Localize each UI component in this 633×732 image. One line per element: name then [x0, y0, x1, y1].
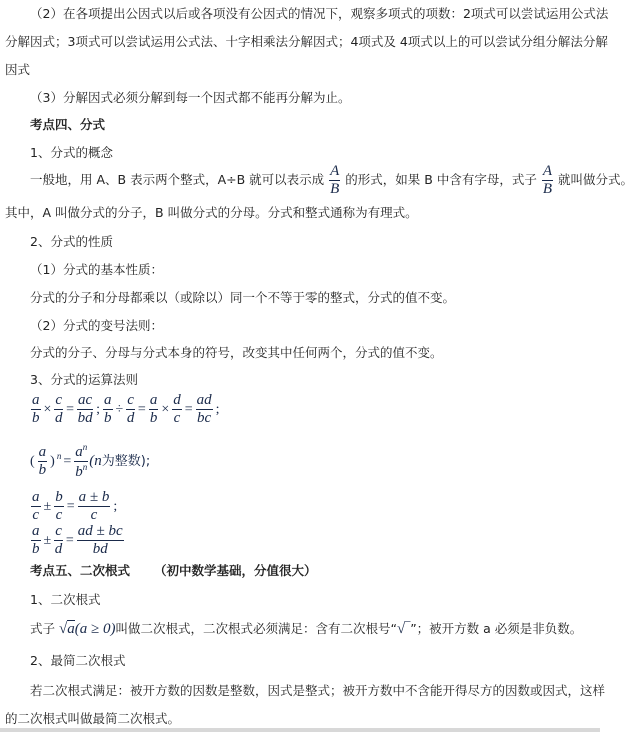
denominator: d	[54, 541, 63, 557]
denominator: c	[90, 507, 98, 523]
math-operator: ;	[113, 498, 118, 514]
denominator: B	[542, 181, 552, 197]
fraction	[31, 524, 41, 557]
math-operator: ÷	[115, 401, 124, 417]
numerator: d	[173, 392, 181, 408]
numerator: a	[32, 523, 40, 539]
fraction	[78, 490, 111, 523]
text: 就叫做分式。	[557, 172, 633, 187]
math-operator: =	[184, 401, 193, 417]
paragraph-line: 分式的分子和分母都乘以（或除以）同一个不等于零的整式，分式的值不变。	[30, 290, 456, 305]
numerator: a	[149, 392, 158, 408]
numerator: a	[104, 392, 112, 408]
fraction	[54, 393, 63, 426]
math-operator: ±	[43, 532, 52, 548]
math-operator: =	[63, 453, 72, 469]
denominator: bd	[77, 410, 93, 426]
numerator: a ± b	[78, 489, 110, 505]
numerator: ad ± bc	[77, 523, 123, 539]
formula-same-denominator	[30, 490, 119, 523]
math-text: 考点五、二次根式	[30, 563, 131, 578]
math-text: n	[82, 442, 88, 452]
math-text: a	[67, 621, 75, 637]
denominator: b	[104, 410, 112, 426]
math-operator: ;	[215, 401, 220, 417]
subheading: 3、分式的运算法则	[30, 372, 138, 387]
numerator: b	[55, 489, 63, 505]
paragraph-line: 分式的分子、分母与分式本身的符号，改变其中任何两个，分式的值不变。	[30, 345, 443, 360]
math-text: 叫做二次根式，二次根式必须满足：含有二次根号“	[115, 621, 397, 636]
math-operator: ×	[43, 401, 52, 417]
fraction-a-over-b	[542, 164, 553, 197]
math-text: n	[56, 450, 62, 461]
math-text: (n	[89, 452, 102, 469]
section-heading	[30, 561, 317, 579]
math-text: n	[82, 462, 88, 472]
math-operator: =	[66, 498, 75, 514]
paragraph-line: 若二次根式满足：被开方数的因数是整数，因式是整式；被开方数中不含能开得尽方的因数或因式，这样	[30, 683, 606, 698]
denominator: b	[32, 410, 40, 426]
fraction	[54, 524, 63, 557]
definition-line	[30, 164, 633, 197]
fraction	[172, 393, 182, 426]
fraction	[103, 393, 113, 426]
text: 一般地，用 A、B 表示两个整式，A÷B 就可以表示成	[30, 172, 325, 187]
section-heading: 考点四、分式	[30, 117, 106, 132]
denominator: c	[173, 410, 181, 426]
sqrt-symbol: √‾	[396, 621, 411, 637]
denominator: bc	[197, 410, 212, 426]
denominator: c	[55, 507, 63, 523]
math-operator: =	[65, 532, 74, 548]
math-operator: (	[30, 453, 35, 469]
fraction	[31, 490, 41, 523]
math-operator: =	[137, 401, 146, 417]
sqrt-expression	[59, 620, 115, 637]
text: 的形式，如果 B 中含有字母，式子	[345, 172, 537, 187]
fraction	[54, 490, 64, 523]
numerator: c	[55, 392, 63, 408]
formula-power	[28, 443, 150, 480]
bottom-border	[0, 728, 600, 732]
denominator: c	[32, 507, 40, 523]
denominator: d	[54, 410, 63, 426]
paragraph-line: 因式	[5, 62, 31, 77]
formula-multiply-divide	[30, 393, 222, 426]
denominator: b	[32, 541, 40, 557]
numerator: $a^n$	[75, 442, 88, 460]
numerator: ad	[196, 392, 212, 408]
fraction	[38, 445, 48, 478]
paragraph-line: （3）分解因式必须分解到每一个因式都不能再分解为止。	[30, 90, 351, 105]
fraction	[149, 393, 159, 426]
subheading: 1、分式的概念	[30, 145, 113, 160]
numerator: A	[542, 163, 552, 179]
fraction	[31, 393, 41, 426]
fraction	[77, 393, 93, 426]
heading-note: （初中数学基础，分值很大）	[154, 563, 317, 578]
denominator: B	[330, 181, 340, 197]
paragraph-line: 其中，A 叫做分式的分子，B 叫做分式的分母。分式和整式通称为有理式。	[5, 205, 418, 220]
subheading: 2、最简二次根式	[30, 653, 126, 668]
numerator: c	[55, 523, 62, 539]
math-text: ”；被开方数 a 必须是非负数。	[410, 621, 583, 636]
subheading: （2）分式的变号法则：	[30, 318, 163, 333]
denominator: d	[126, 410, 135, 426]
subheading: 1、二次根式	[30, 592, 101, 607]
math-operator: )	[50, 453, 55, 469]
math-operator: ×	[161, 401, 170, 417]
denominator: $b^n$	[75, 462, 88, 480]
subheading: 2、分式的性质	[30, 234, 113, 249]
fraction	[196, 393, 213, 426]
math-text: √	[59, 621, 68, 637]
fraction	[126, 393, 135, 426]
numerator: ac	[77, 392, 93, 408]
fraction	[77, 524, 124, 557]
denominator: bd	[92, 541, 108, 557]
formula-different-denominator	[30, 524, 125, 557]
numerator: a	[32, 392, 40, 408]
paragraph-line: 的二次根式叫做最简二次根式。	[5, 711, 181, 726]
denominator: b	[38, 462, 47, 478]
paragraph-line: （2）在各项提出公因式以后或各项没有公因式的情况下，观察多项式的项数：2项式可以尝试运用公式法	[30, 6, 609, 21]
math-operator: =	[66, 401, 74, 417]
math-operator: ;	[96, 401, 101, 417]
math-text: 式子	[30, 621, 56, 636]
numerator: a	[32, 489, 40, 505]
math-text: (a ≥ 0)	[74, 621, 116, 637]
subheading: （1）分式的基本性质：	[30, 262, 163, 277]
numerator: a	[38, 444, 47, 460]
fraction	[74, 443, 88, 480]
math-text: 为整数);	[101, 453, 151, 469]
fraction-a-over-b	[329, 164, 340, 197]
denominator: b	[149, 410, 158, 426]
paragraph-line: 分解因式；3项式可以尝试运用公式法、十字相乘法分解因式；4项式及 4项式以上的可以尝试分组分解法分解	[5, 34, 608, 49]
math-operator: ±	[43, 498, 52, 514]
numerator: A	[330, 163, 340, 179]
numerator: c	[127, 392, 134, 408]
definition-line	[30, 619, 582, 638]
